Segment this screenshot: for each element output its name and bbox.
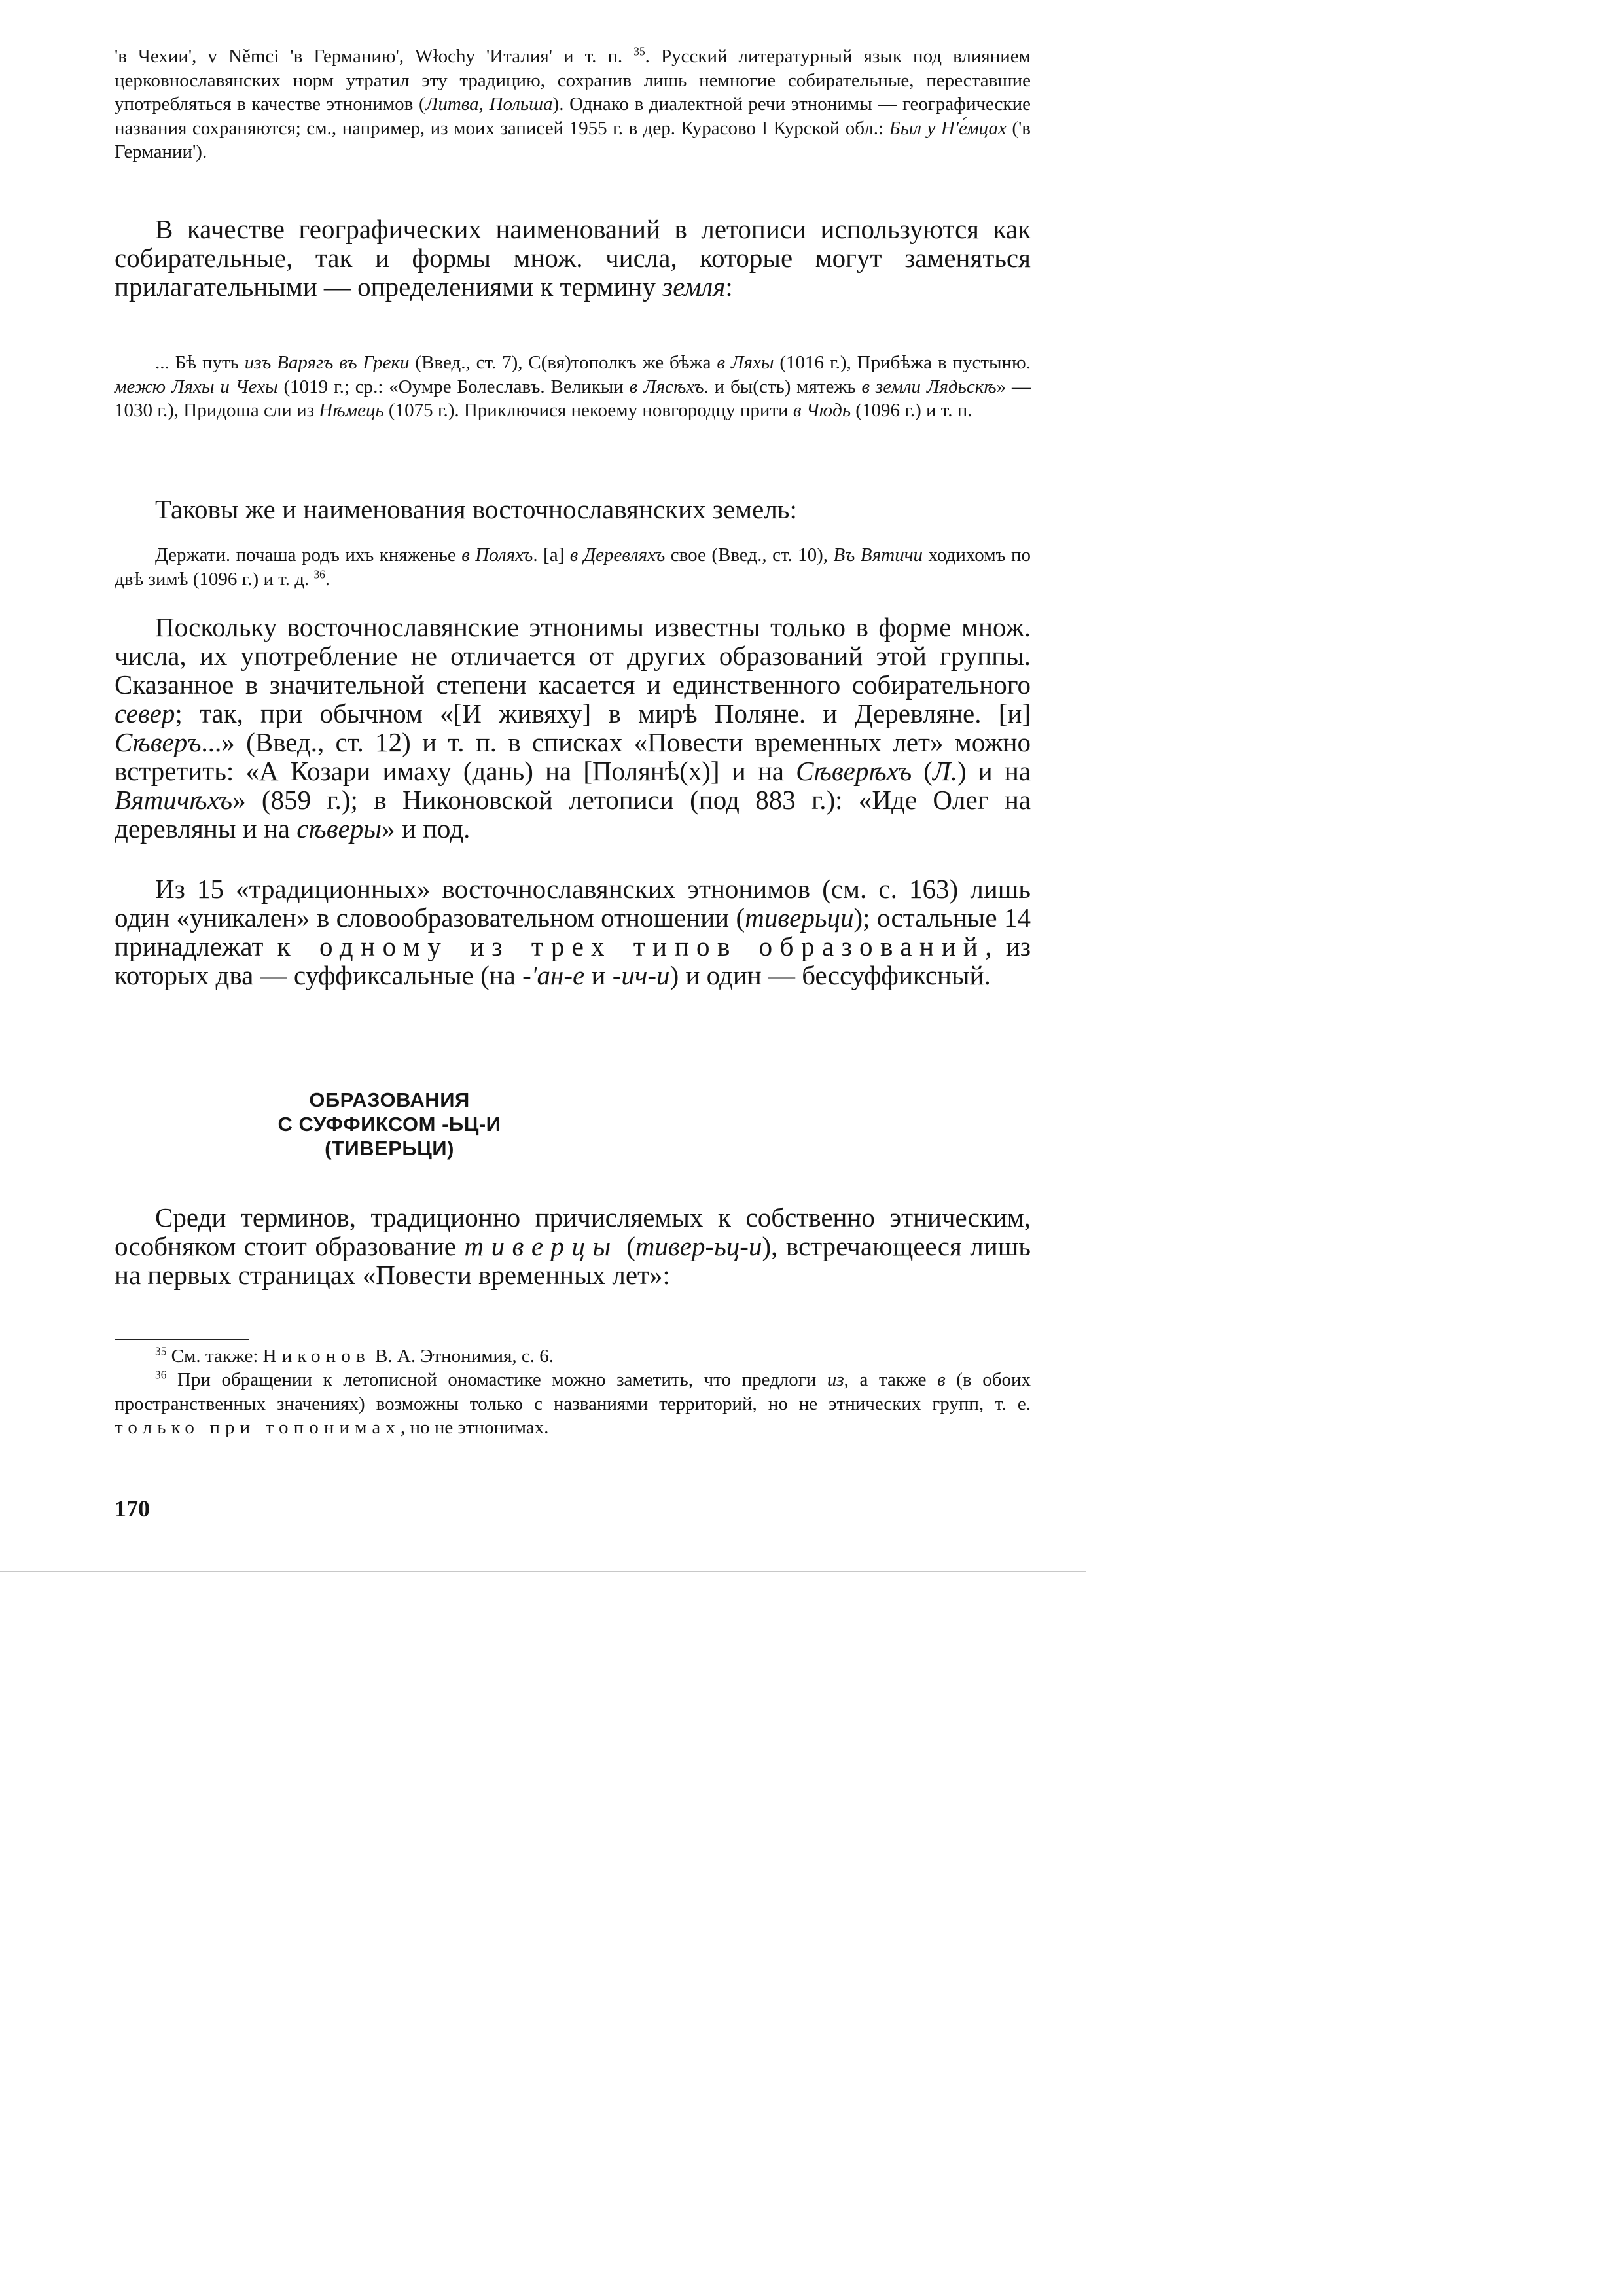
footnote-divider [115, 1339, 249, 1340]
paragraph-geographic-names: В качестве географических наименований в летописи используются как собирательные, так и формы множ. числа, которые могут заменяться прилагательными — определениями к термину земля: [115, 214, 1031, 302]
top-paragraph: 'в Чехии', v Němci 'в Германию', Włochy 'Италия' и т. п. $^{35}$. Русский литературный язык под влиянием церковнославянских норм утратил эту традицию, сохранив лишь немногие собирательные, переставшие употребляться в качестве этнонимов (Литва, Польша). Однако в диалектной речи этнонимы — географические названия сохраняются; см., например, из моих записей 1955 г. в дер. Курасово I Курской обл.: Был у Н'е́мцах ('в Германии'). [115, 45, 1031, 162]
page-number: 170 [115, 1496, 150, 1522]
section-heading-line-1: ОБРАЗОВАНИЯ [309, 1088, 470, 1111]
footnote-35: $^{35}$ См. также: Никонов В. А. Этнонимия, с. 6. [155, 1344, 554, 1367]
footnote-36: $^{36}$ При обращении к летописной ономастике можно заметить, что предлоги из, а также в (в обоих пространственных значениях) возможны только с названиями территорий, но не этнических групп, т. е. только при топонимах, но не этнонимах. [115, 1368, 1031, 1438]
chronicle-quote-1: ... Бѣ путь изъ Варягъ въ Греки (Введ., ст. 7), С(вя)тополкъ же бѣжа в Ляхы (1016 г.), Прибѣжа в пустыню. межю Ляхы и Чехы (1019 г.; ср.: «Оумре Болеславъ. Великыи в Лясѣхъ. и бы(сть) мятежь в земли Лядьскѣ» — 1030 г.), Придоша сли из Нѣмець (1075 г.). Приключися некоему новгородцу прити в Чюдь (1096 г.) и т. п. [115, 352, 1031, 421]
section-heading-line-2: С СУФФИКСОМ -ЬЦ-И [277, 1113, 501, 1136]
section-heading-line-3: (ТИВЕРЬЦИ) [325, 1137, 454, 1160]
chronicle-quote-2: Держати. почаша родъ ихъ княженье в Поляхъ. [а] в Деревляхъ свое (Введ., ст. 10), Въ Вятичи ходихомъ по двѣ зимѣ (1096 г.) и т. д. $^{36}$. [115, 545, 1031, 590]
scan-bottom-edge [0, 1571, 1086, 1572]
paragraph-among-terms: Среди терминов, традиционно причисляемых к собственно этническим, особняком стоит образование тиверцы (тивер-ьц-и), встречающееся лишь на первых страницах «Повести временных лет»: [115, 1202, 1031, 1290]
paragraph-fifteen-ethnonyms: Из 15 «традиционных» восточнославянских этнонимов (см. с. 163) лишь один «уникален» в словообразовательном отношении (тиверьци); остальные 14 принадлежат к одному из трех типов образований, из которых два — суффиксальные (на -'ан-е и -ич-и) и один — бессуффиксный. [115, 874, 1031, 990]
footnote-ref-36: 36 [313, 567, 325, 581]
paragraph-east-slavic-lands: Таковы же и наименования восточнославянских земель: [155, 494, 797, 524]
section-heading [216, 1088, 563, 1160]
paragraph-since-ethnonyms: Поскольку восточнославянские этнонимы известны только в форме множ. числа, их употребление не отличается от других образований этой группы. Сказанное в значительной степени касается и единственного собирательного север; так, при обычном «[И живяху] в мирѣ Поляне. и Деревляне. [и] Сѣверъ...» (Введ., ст. 12) и т. п. в списках «Повести временных лет» можно встретить: «А Козари имаху (дань) на [Полянѣ(х)] и на Сѣверѣхъ (Л.) и на Вятичѣхъ» (859 г.); в Никоновской летописи (под 883 г.): «Иде Олег на деревляны и на сѣверы» и под. [115, 612, 1031, 844]
footnote-ref-35: 35 [633, 45, 645, 58]
